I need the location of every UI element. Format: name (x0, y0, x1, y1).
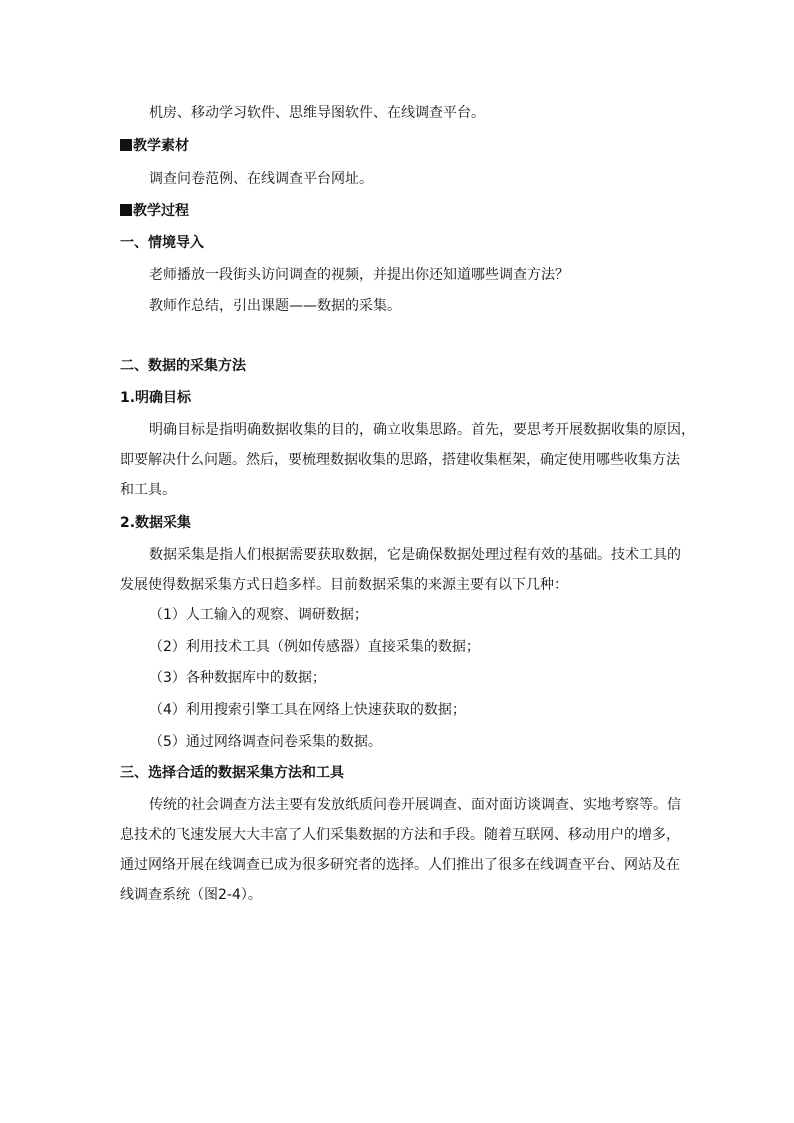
section2-sub2-heading: 2.数据采集 (120, 515, 192, 531)
section3-line: 线调查系统（图2-4）。 (120, 887, 262, 903)
process-heading (120, 202, 189, 220)
list-item: （1）人工输入的观察、调研数据； (149, 607, 368, 623)
section3-line: 传统的社会调查方法主要有发放纸质问卷开展调查、面对面访谈调查、实地考察等。信 (149, 797, 681, 813)
section3-line: 息技术的飞速发展大大丰富了人们采集数据的方法和手段。随着互联网、移动用户的增多， (120, 827, 680, 843)
black-square-bullet-icon (120, 204, 132, 216)
section3-heading: 三、选择合适的数据采集方法和工具 (120, 765, 344, 781)
section2-sub1-line: 和工具。 (120, 482, 176, 498)
list-item: （3）各种数据库中的数据； (149, 670, 326, 686)
list-item: （4）利用搜索引擎工具在网络上快速获取的数据； (149, 702, 466, 718)
section2-sub1-line: 即要解决什么问题。然后，要梳理数据收集的思路，搭建收集框架，确定使用哪些收集方法 (120, 452, 680, 468)
section2-sub2-line: 发展使得数据采集方式日趋多样。目前数据采集的来源主要有以下几种： (120, 577, 568, 593)
materials-heading-text: 教学素材 (133, 138, 189, 154)
section1-heading: 一、情境导入 (120, 235, 204, 251)
black-square-bullet-icon (120, 139, 132, 151)
process-heading-text: 教学过程 (133, 203, 189, 219)
list-item: （2）利用技术工具（例如传感器）直接采集的数据； (149, 639, 480, 655)
intro-line: 机房、移动学习软件、思维导图软件、在线调查平台。 (149, 105, 485, 121)
section1-para1: 老师播放一段街头访问调查的视频，并提出你还知道哪些调查方法？ (149, 267, 569, 283)
materials-heading (120, 137, 189, 155)
materials-text: 调查问卷范例、在线调查平台网址。 (149, 171, 373, 187)
section2-sub1-line: 明确目标是指明确数据收集的目的，确立收集思路。首先，要思考开展数据收集的原因， (149, 422, 695, 438)
section2-sub1-heading: 1.明确目标 (120, 390, 192, 406)
section2-sub2-line: 数据采集是指人们根据需要获取数据，它是确保数据处理过程有效的基础。技术工具的 (149, 547, 681, 563)
section3-line: 通过网络开展在线调查已成为很多研究者的选择。人们推出了很多在线调查平台、网站及在 (120, 857, 680, 873)
list-item: （5）通过网络调查问卷采集的数据。 (149, 734, 382, 750)
section2-heading: 二、数据的采集方法 (120, 358, 246, 374)
section1-para2: 教师作总结，引出课题——数据的采集。 (149, 298, 401, 314)
